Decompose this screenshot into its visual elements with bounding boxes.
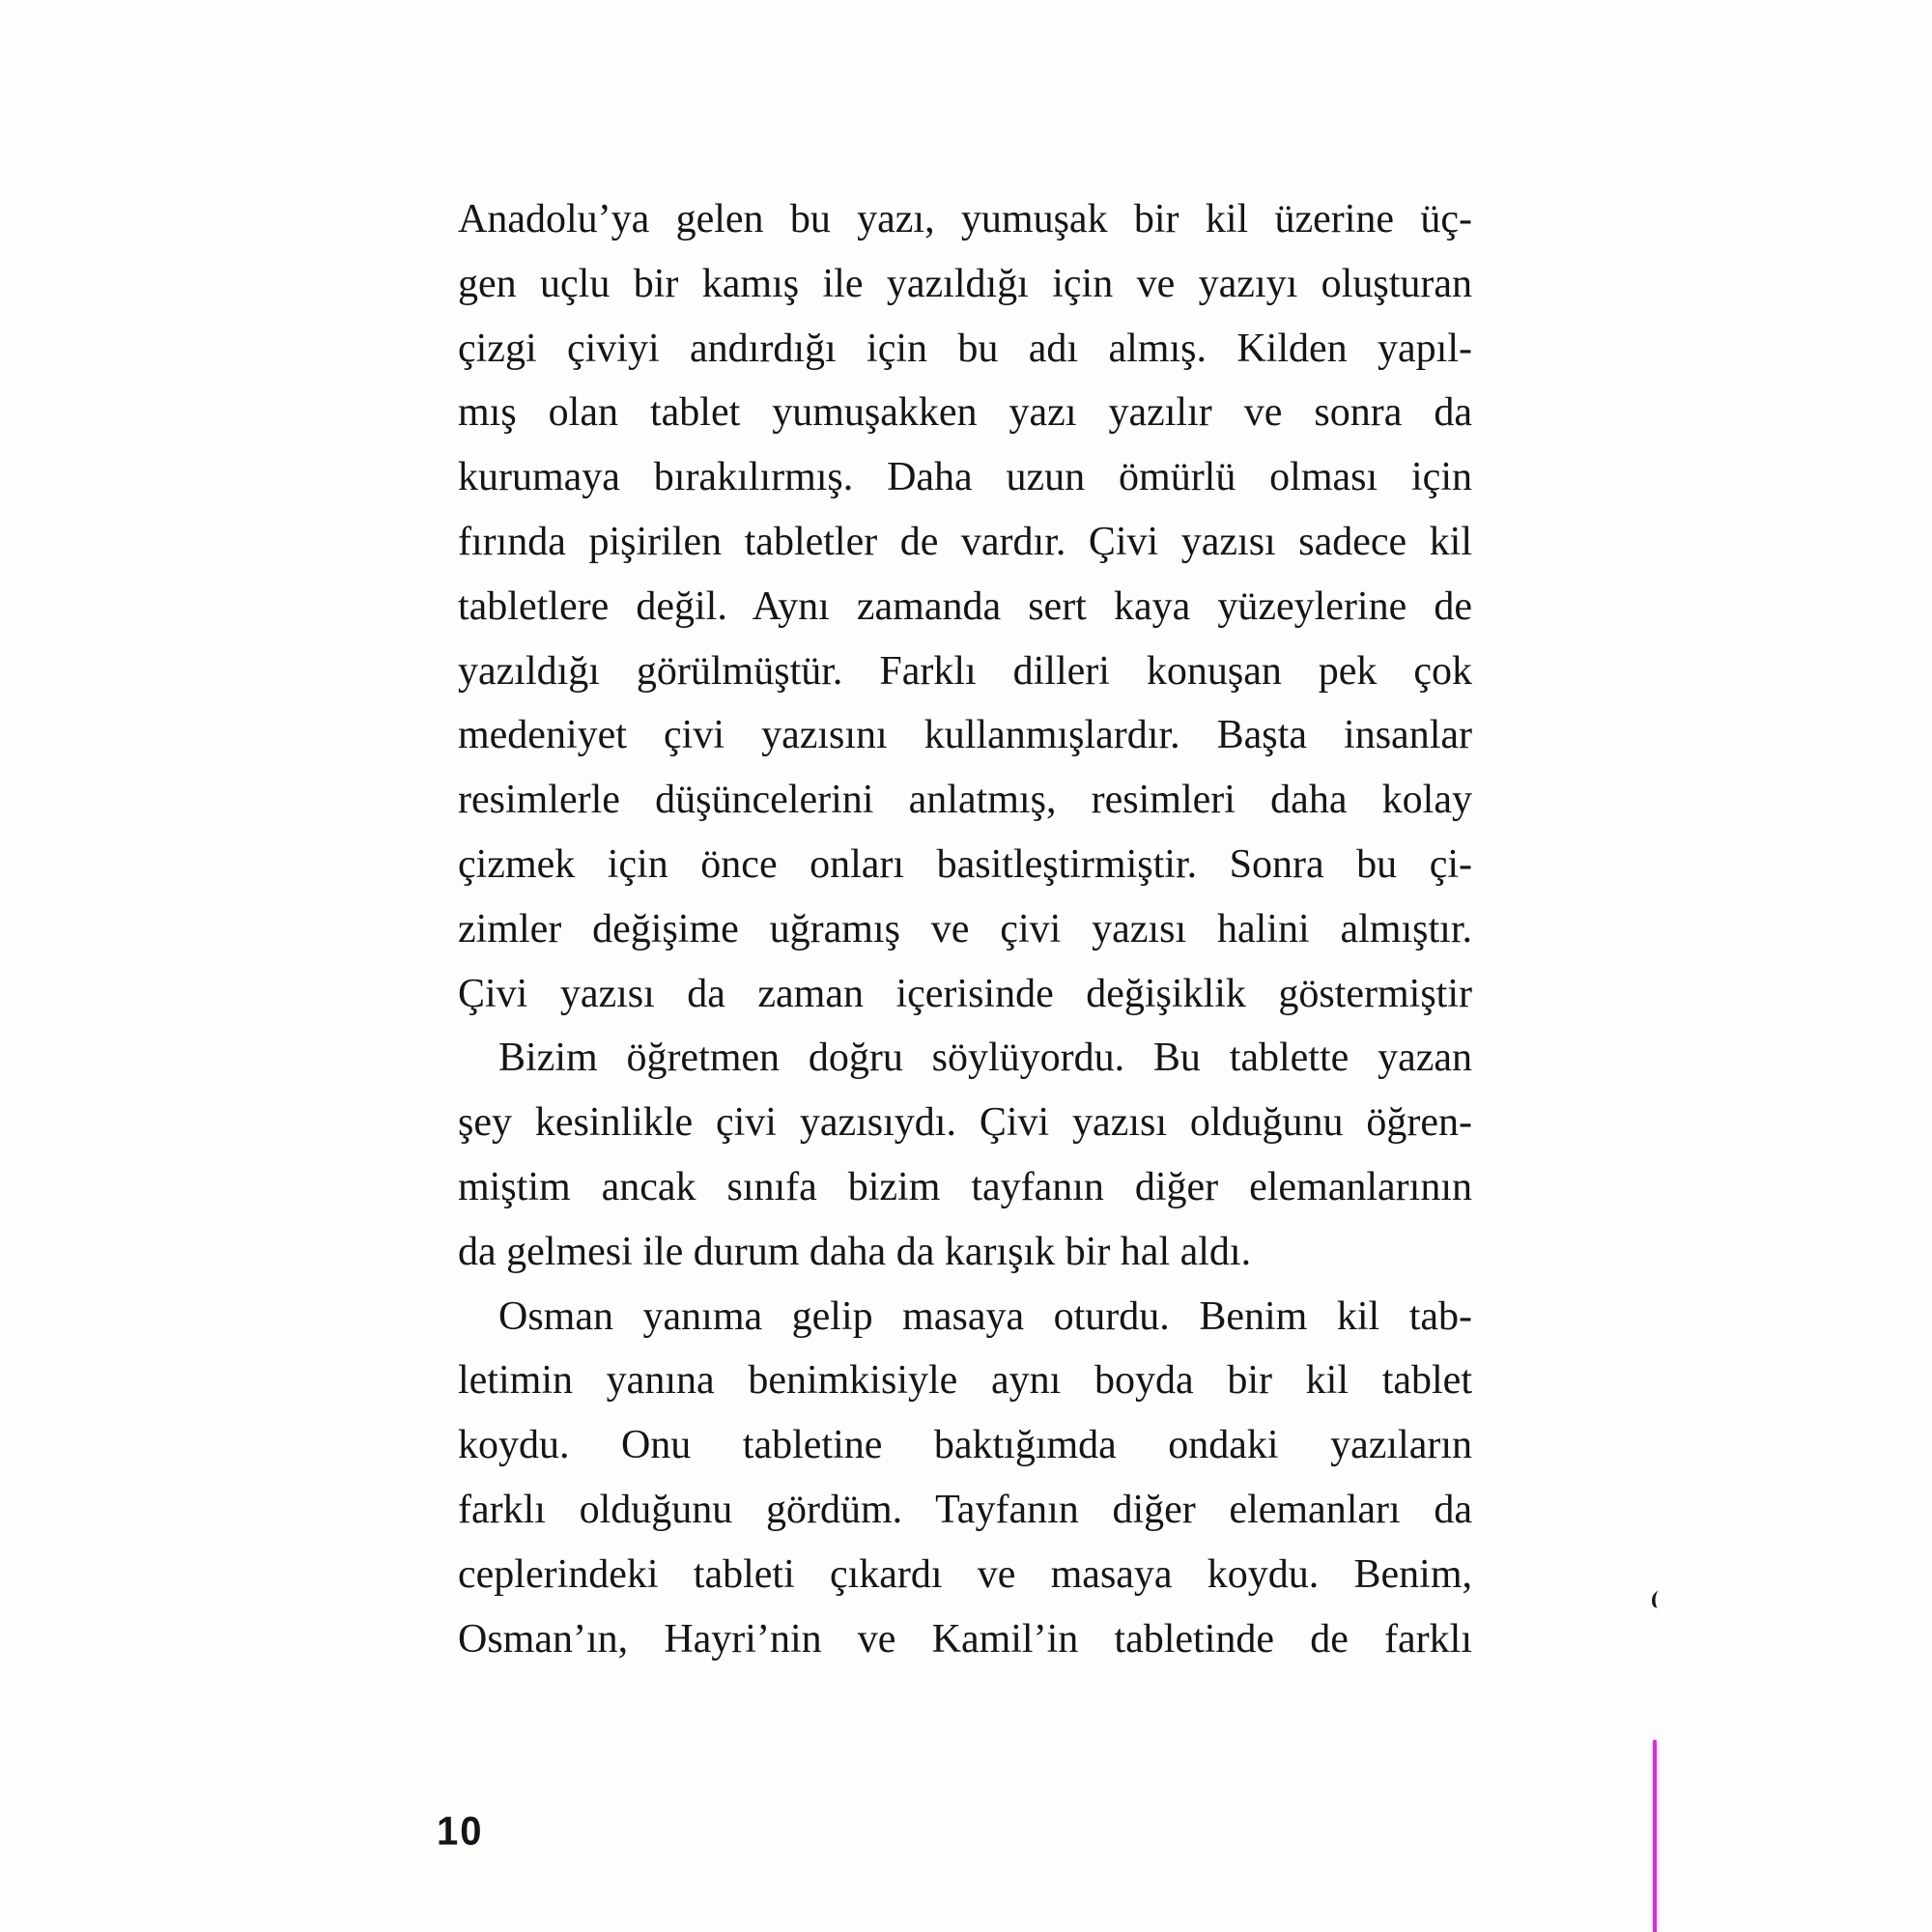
- text-line: ceplerindeki tableti çıkardı ve masaya koydu. Benim,: [458, 1551, 1472, 1597]
- text-line: yazıldığı görülmüştür. Farklı dilleri konuşan pek çok: [458, 648, 1472, 694]
- text-line: letimin yanına benimkisiyle aynı boyda bir kil tablet: [458, 1358, 1472, 1404]
- pink-accent-line: [1653, 1740, 1657, 1932]
- text-line: Bizim öğretmen doğru söylüyordu. Bu tablette yazan: [498, 1036, 1472, 1081]
- text-line: Çivi yazısı da zaman içerisinde değişiklik göstermiştir: [458, 971, 1472, 1016]
- text-line: Anadolu’ya gelen bu yazı, yumuşak bir kil üzerine üç-: [458, 197, 1472, 242]
- text-line: gen uçlu bir kamış ile yazıldığı için ve yazıyı oluşturan: [458, 261, 1472, 306]
- text-line: miştim ancak sınıfa bizim tayfanın diğer elemanlarının: [458, 1164, 1472, 1209]
- page-number: 10: [437, 1808, 484, 1855]
- text-line: Osman yanıma gelip masaya oturdu. Benim kil tab-: [498, 1293, 1472, 1339]
- text-line: zimler değişime uğramış ve çivi yazısı halini almıştır.: [458, 906, 1472, 952]
- text-line: çizgi çiviyi andırdığı için bu adı almış. Kilden yapıl-: [458, 326, 1472, 371]
- ink-smudge-mark: [1650, 1590, 1660, 1608]
- text-line: da gelmesi ile durum daha da karışık bir hal aldı.: [458, 1229, 1252, 1274]
- text-line: resimlerle düşüncelerini anlatmış, resimleri daha kolay: [458, 778, 1472, 823]
- text-line: kurumaya bırakılırmış. Daha uzun ömürlü olması için: [458, 455, 1472, 500]
- text-line: fırında pişirilen tabletler de vardır. Çivi yazısı sadece kil: [458, 519, 1472, 564]
- text-line: Osman’ın, Hayri’nin ve Kamil’in tabletinde de farklı: [458, 1616, 1472, 1662]
- text-line: koydu. Onu tabletine baktığımda ondaki yazıların: [458, 1423, 1472, 1468]
- text-line: farklı olduğunu gördüm. Tayfanın diğer elemanları da: [458, 1487, 1472, 1532]
- text-line: mış olan tablet yumuşakken yazı yazılır ve sonra da: [458, 390, 1472, 436]
- body-text: [458, 187, 1472, 1671]
- text-line: şey kesinlikle çivi yazısıydı. Çivi yazısı olduğunu öğren-: [458, 1100, 1472, 1146]
- text-line: medeniyet çivi yazısını kullanmışlardır. Başta insanlar: [458, 713, 1472, 758]
- text-line: tabletlere değil. Aynı zamanda sert kaya yüzeylerine de: [458, 583, 1472, 629]
- text-line: çizmek için önce onları basitleştirmiştir. Sonra bu çi-: [458, 841, 1472, 887]
